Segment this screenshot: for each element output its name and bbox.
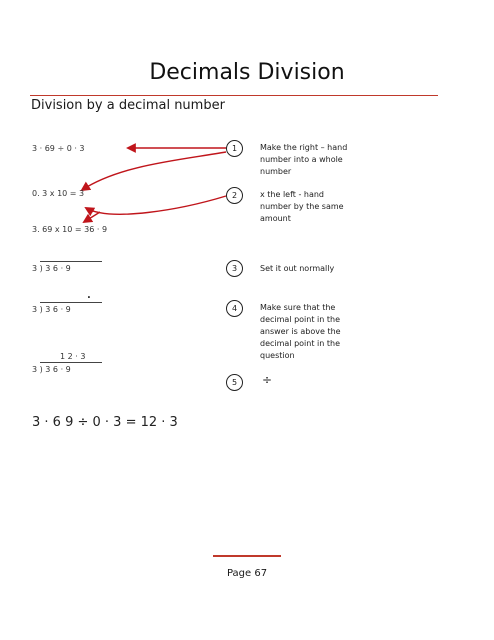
- expression-original: 3 · 69 ÷ 0 · 3: [32, 144, 85, 153]
- arrow-left-hand: [86, 196, 226, 214]
- division-bar-1: [40, 261, 102, 262]
- footer-divider: [213, 555, 281, 557]
- long-division-answer: 3 ) 3 6 · 9: [32, 365, 71, 374]
- step-5-divide-symbol: ÷: [262, 373, 273, 387]
- step-2-badge: 2: [226, 187, 243, 204]
- step-1-badge: 1: [226, 140, 243, 157]
- expression-left-times-ten: 3. 69 x 10 = 36 · 9: [32, 225, 108, 234]
- decimal-point-marker: .: [87, 290, 91, 301]
- step-5-badge: 5: [226, 374, 243, 391]
- long-division-with-point: 3 ) 3 6 · 9: [32, 305, 71, 314]
- expression-right-times-ten: 0. 3 x 10 = 3: [32, 189, 85, 198]
- page-number: Page 67: [226, 568, 268, 579]
- step-3-text: Set it out normally: [260, 264, 335, 273]
- division-bar-2: [40, 302, 102, 303]
- arrow-to-left-hand-product: [84, 212, 100, 222]
- step-4-text: Make sure that the decimal point in the answer is above the decimal point in the question: [260, 303, 341, 360]
- step-4-badge: 4: [226, 300, 243, 317]
- arrow-to-whole-number: [82, 152, 226, 190]
- page-title: Decimals Division: [149, 60, 345, 85]
- final-result: 3 · 6 9 ÷ 0 · 3 = 12 · 3: [32, 415, 178, 430]
- section-subtitle: Division by a decimal number: [31, 98, 225, 113]
- division-bar-3: [40, 362, 102, 363]
- step-1-text: Make the right – hand number into a whole number: [260, 143, 348, 176]
- long-division-setup: 3 ) 3 6 · 9: [32, 264, 71, 273]
- step-2-text: x the left - hand number by the same amount: [260, 190, 344, 223]
- quotient: 1 2 · 3: [60, 352, 86, 361]
- step-3-badge: 3: [226, 260, 243, 277]
